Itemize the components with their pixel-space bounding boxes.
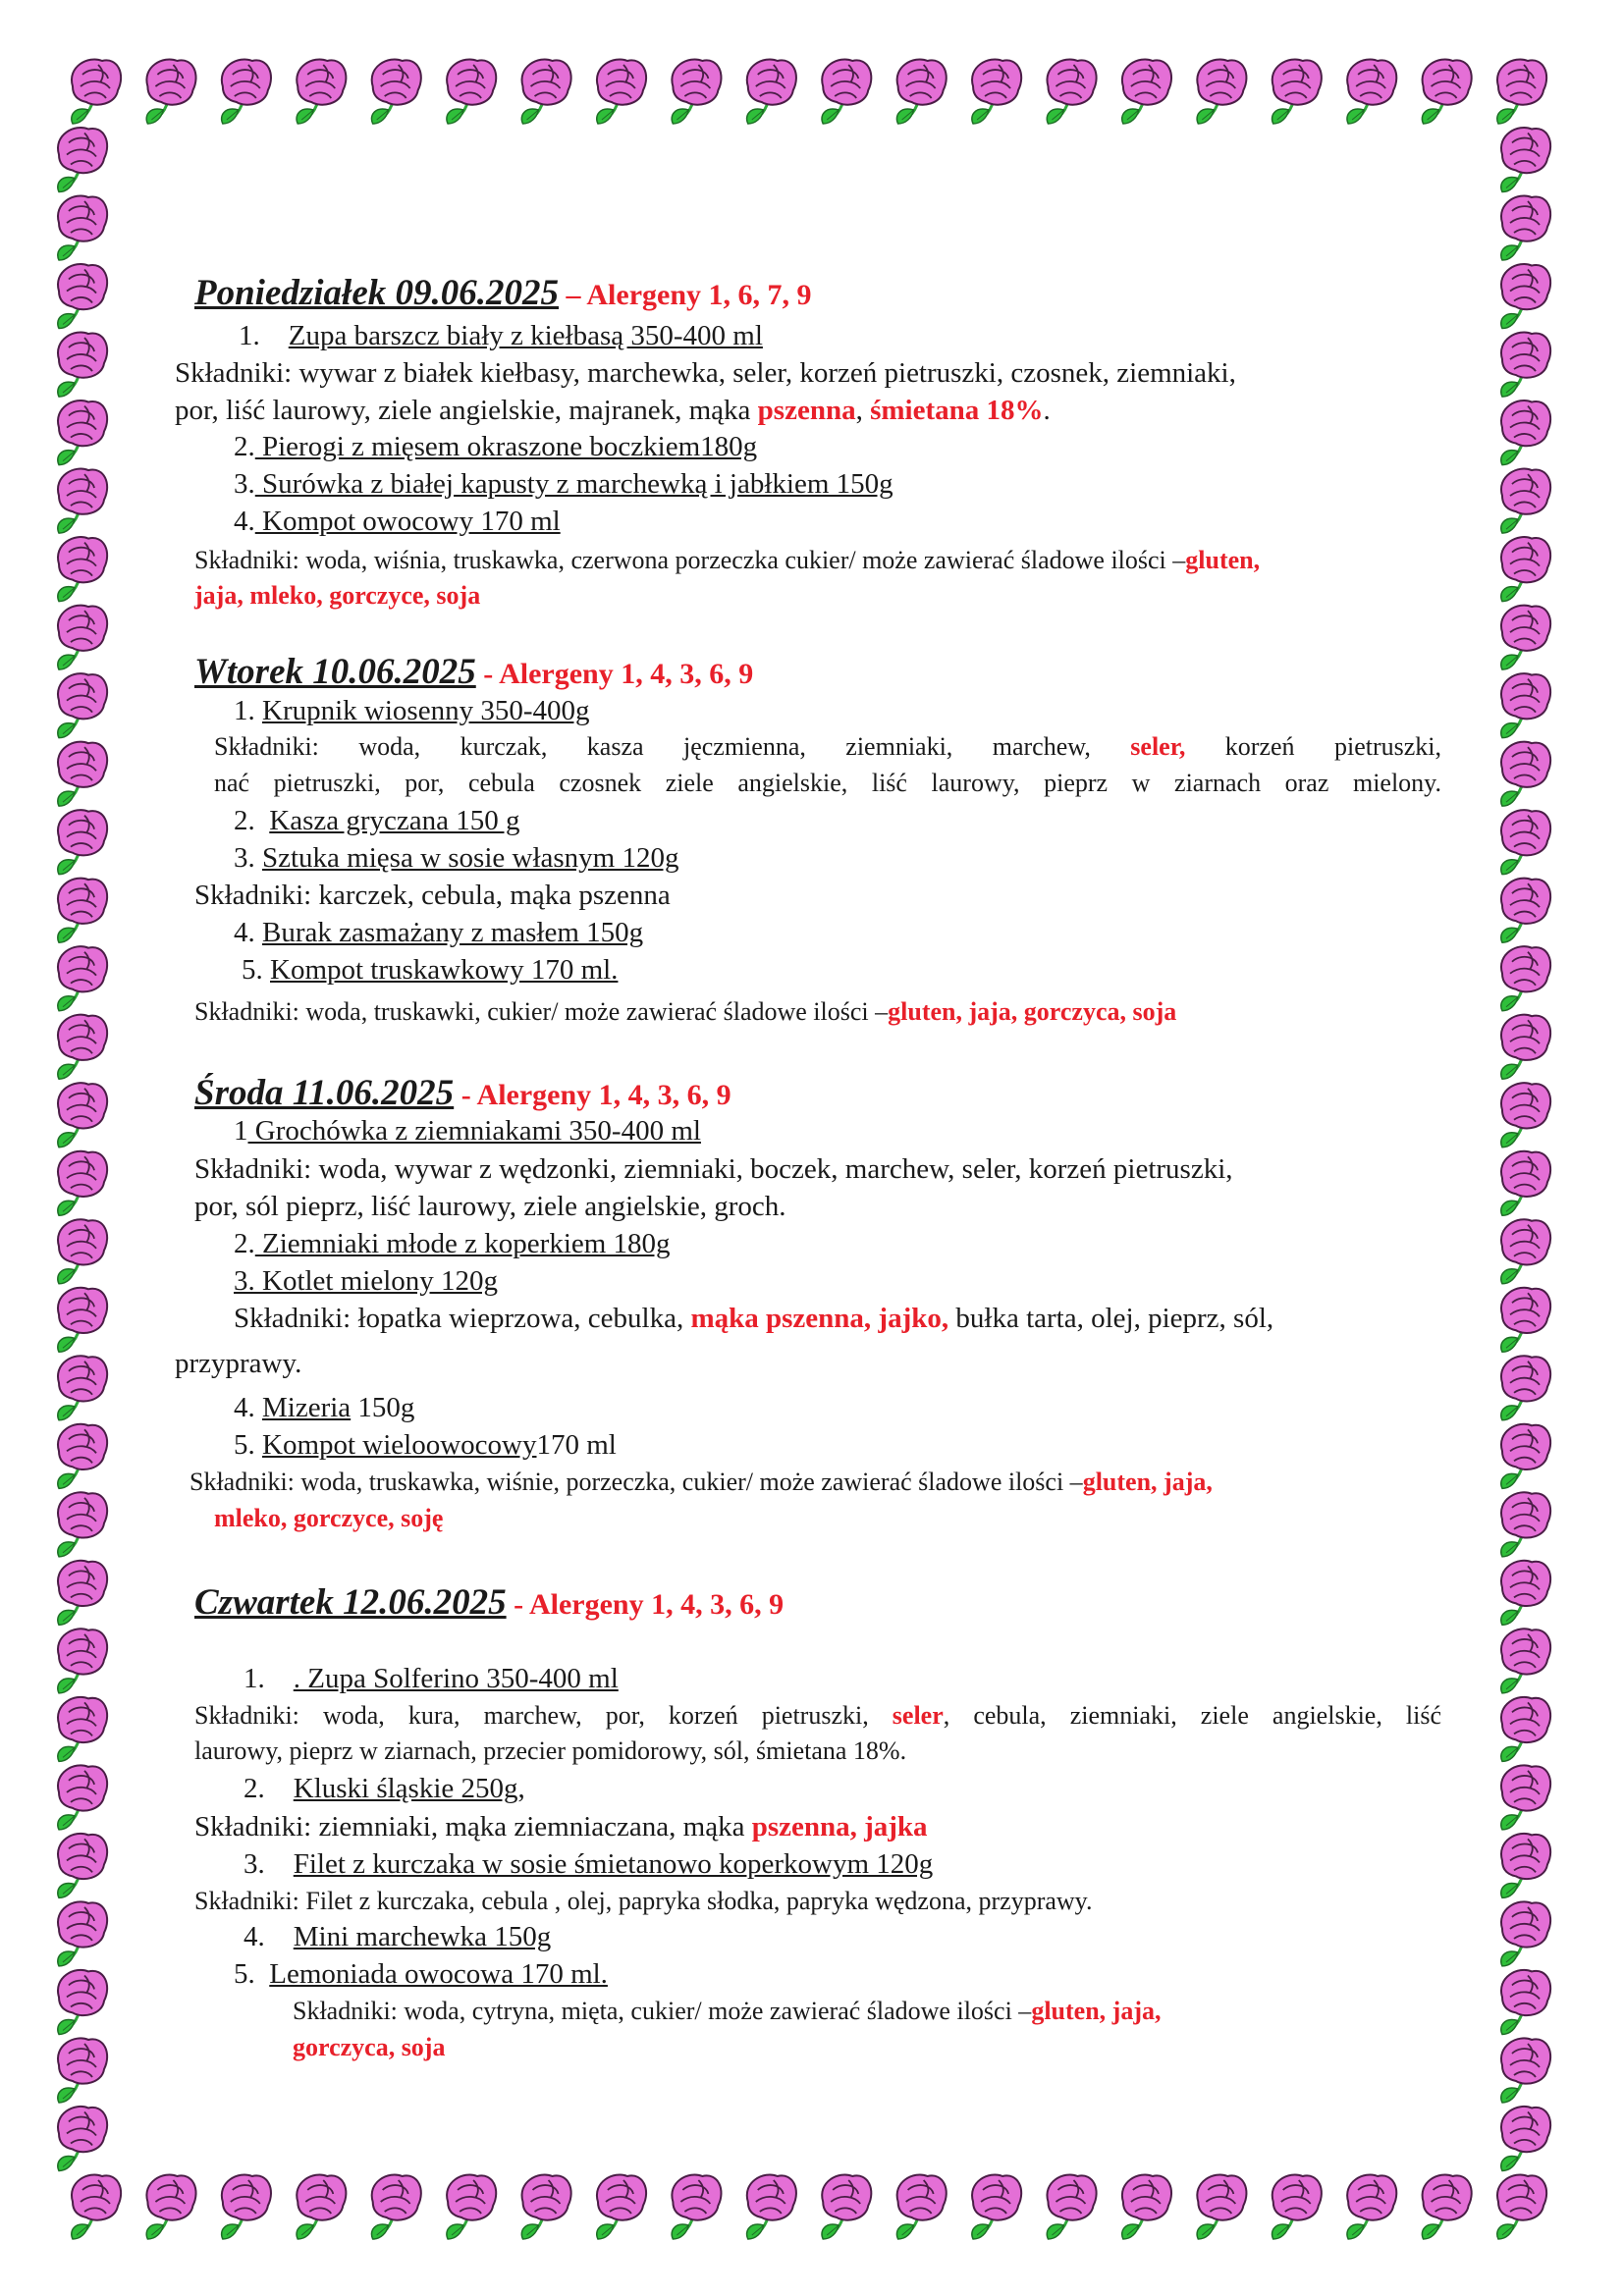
day-4-item-5 [234,1958,608,1991]
day-3-ingredients-line-3 [234,1303,1273,1335]
day-3-item-5 [234,1429,617,1462]
day-3-item-4 [234,1392,414,1424]
day-4-ingredients-line-4: Składniki: Filet z kurczaka, cebula , olej, papryka słodka, papryka wędzona, przyprawy. [194,1887,1093,1915]
allergen-highlight: mąka pszenna, jajko, [690,1303,949,1334]
item-number: 1 [234,1115,248,1147]
day-2-item-1 [234,695,589,727]
day-4-allergens: - Alergeny 1, 4, 3, 6, 9 [514,1588,785,1621]
day-1-drink-ingredients [194,546,1260,575]
day-3-drink-allergens: mleko, gorczyce, soję [214,1504,444,1532]
allergen-highlight: seler [892,1701,944,1730]
item-number: 3. [244,1848,265,1880]
allergen-highlight: seler, [1130,732,1186,761]
item-number: 5. [234,1429,255,1461]
text: Składniki: woda, truskawka, wiśnie, porzeczka, cukier/ może zawierać śladowe ilości – [189,1468,1083,1496]
day-4-heading: Czwartek 12.06.2025 [194,1582,507,1623]
day-2-allergens: - Alergeny 1, 4, 3, 6, 9 [483,658,754,690]
day-2-item-4 [234,917,643,949]
text: 150g [351,1392,415,1423]
dish-name: Mini marchewka 150g [293,1921,552,1952]
day-3-heading: Środa 11.06.2025 [194,1073,455,1113]
dish-name: Burak zasmażany z masłem 150g [262,917,644,948]
day-2-item-2 [234,805,520,837]
day-3-item-1 [234,1115,701,1148]
day-4-separator [507,1588,514,1621]
item-number: 4. [234,1392,255,1423]
day-4-drink-ingredients [293,1997,1161,2026]
day-1-drink-allergens: jaja, mleko, gorczyce, soja [194,581,481,610]
item-number: 4. [234,506,255,537]
day-4-item-2 [244,1773,525,1805]
dish-name: Kasza gryczana 150 g [269,805,520,836]
dish-name: Filet z kurczaka w sosie śmietanowo koperkowym 120g [293,1848,934,1880]
dish-name: Mizeria [262,1392,352,1423]
item-number: 5. [234,1958,255,1990]
dish-name: Kompot wieloowocowy [262,1429,537,1461]
text: Składniki: łopatka wieprzowa, cebulka, [234,1303,691,1334]
text: , [855,395,871,426]
text: bułka tarta, olej, pieprz, sól, [948,1303,1274,1334]
day-4-ingredients-line-1 [194,1701,1441,1731]
text: Składniki: ziemniaki, mąka ziemniaczana, mąka [194,1811,752,1842]
day-2-ingredients-line-1 [214,732,1441,762]
text: 170 ml [536,1429,617,1461]
dish-name: Sztuka mięsa w sosie własnym 120g [262,842,679,874]
dish-name: 3. Kotlet mielony 120g [234,1265,499,1297]
allergen-highlight: gluten, jaja, [1082,1468,1213,1496]
day-1-separator: – [559,279,587,311]
day-2-heading-line [194,652,753,694]
day-2-ingredients-line-3: Składniki: karczek, cebula, mąka pszenna [194,880,671,911]
dish-name: Kompot owocowy 170 ml [254,506,561,537]
item-number: 3. [234,842,255,874]
dish-name: Grochówka z ziemniakami 350-400 ml [247,1115,701,1147]
day-3-allergens: - Alergeny 1, 4, 3, 6, 9 [460,1079,731,1111]
item-number: 4. [234,917,255,948]
day-1-allergens: Alergeny 1, 6, 7, 9 [586,279,812,311]
day-2-item-3 [234,842,678,875]
day-1-heading: Poniedziałek 09.06.2025 [194,273,560,313]
day-2-item-5 [242,954,618,987]
text: Składniki: woda, kura, marchew, por, korzeń pietruszki, [194,1701,893,1730]
dish-name: Lemoniada owocowa 170 ml. [269,1958,608,1990]
day-3-ingredients-line-1: Składniki: woda, wywar z wędzonki, ziemniaki, boczek, marchew, seler, korzeń pietruszki, [194,1153,1233,1185]
text: . [1043,395,1051,426]
dish-name: Krupnik wiosenny 350-400g [262,695,590,726]
text: , cebula, ziemniaki, ziele angielskie, liść [943,1701,1441,1730]
day-2-ingredients-line-2: nać pietruszki, por, cebula czosnek ziele angielskie, liść laurowy, pieprz w ziarnach oraz mielony. [214,769,1441,797]
item-number: 1. [244,1663,265,1694]
day-4-ingredients-line-2: laurowy, pieprz w ziarnach, przecier pomidorowy, sól, śmietana 18%. [194,1736,907,1765]
item-number: 1. [234,695,255,726]
item-number: 4. [244,1921,265,1952]
day-1-ingredients-line-1: Składniki: wywar z białek kiełbasy, marchewka, seler, korzeń pietruszki, czosnek, ziemniaki, [175,357,1236,389]
allergen-highlight: pszenna [757,395,856,426]
day-3-ingredients-line-4: przyprawy. [175,1348,302,1379]
allergen-highlight: śmietana 18% [870,395,1044,426]
day-3-drink-ingredients [189,1468,1213,1497]
dish-name: Zupa barszcz biały z kiełbasą 350-400 ml [288,320,763,351]
day-4-heading-line [194,1582,784,1625]
item-number: 2. [234,1228,255,1259]
allergen-highlight: gluten, jaja, gorczyca, soja [888,997,1177,1026]
day-3-item-3 [234,1265,498,1298]
allergen-highlight: gluten, jaja, [1031,1997,1162,2025]
dish-name: Ziemniaki młode z koperkiem 180g [254,1228,671,1259]
day-4-item-4 [244,1921,551,1953]
day-1-item-1 [239,320,763,352]
item-number: 1. [239,320,260,351]
dish-name: Kluski śląskie 250g, [293,1773,525,1804]
day-4-ingredients-line-3 [194,1811,928,1843]
text: Składniki: woda, truskawki, cukier/ może zawierać śladowe ilości – [194,997,889,1026]
dish-name: . Zupa Solferino 350-400 ml [293,1663,619,1694]
day-4-item-3 [244,1848,933,1881]
day-1-item-3 [234,468,893,501]
text: Składniki: woda, kurczak, kasza jęczmienna, ziemniaki, marchew, [214,732,1131,761]
text: korzeń pietruszki, [1185,732,1442,761]
dish-name: Pierogi z mięsem okraszone boczkiem180g [254,431,758,462]
day-3-separator [454,1079,461,1111]
text: Składniki: woda, cytryna, mięta, cukier/ może zawierać śladowe ilości – [293,1997,1032,2025]
day-3-heading-line [194,1073,731,1115]
item-number: 2. [244,1773,265,1804]
day-1-heading-line [194,273,812,315]
allergen-highlight: pszenna, jajka [751,1811,928,1842]
item-number: 2. [234,431,255,462]
day-2-heading: Wtorek 10.06.2025 [194,652,476,692]
item-number: 2. [234,805,255,836]
day-1-item-4 [234,506,561,538]
day-1-item-2 [234,431,757,463]
dish-name: Kompot truskawkowy 170 ml. [270,954,619,986]
text: Składniki: woda, wiśnia, truskawka, czerwona porzeczka cukier/ może zawierać śladowe ilości – [194,546,1186,574]
item-number: 5. [242,954,263,986]
text: por, liść laurowy, ziele angielskie, majranek, mąka [175,395,758,426]
dish-name: Surówka z białej kapusty z marchewką i jabłkiem 150g [254,468,893,500]
day-4-item-1 [244,1663,619,1695]
day-3-ingredients-line-2: por, sól pieprz, liść laurowy, ziele angielskie, groch. [194,1191,786,1222]
day-1-ingredients-line-2 [175,395,1051,427]
day-4-drink-allergens: gorczyca, soja [293,2033,446,2061]
day-3-item-2 [234,1228,671,1260]
allergen-highlight: gluten, [1185,546,1261,574]
item-number: 3. [234,468,255,500]
day-2-drink-ingredients [194,997,1176,1027]
